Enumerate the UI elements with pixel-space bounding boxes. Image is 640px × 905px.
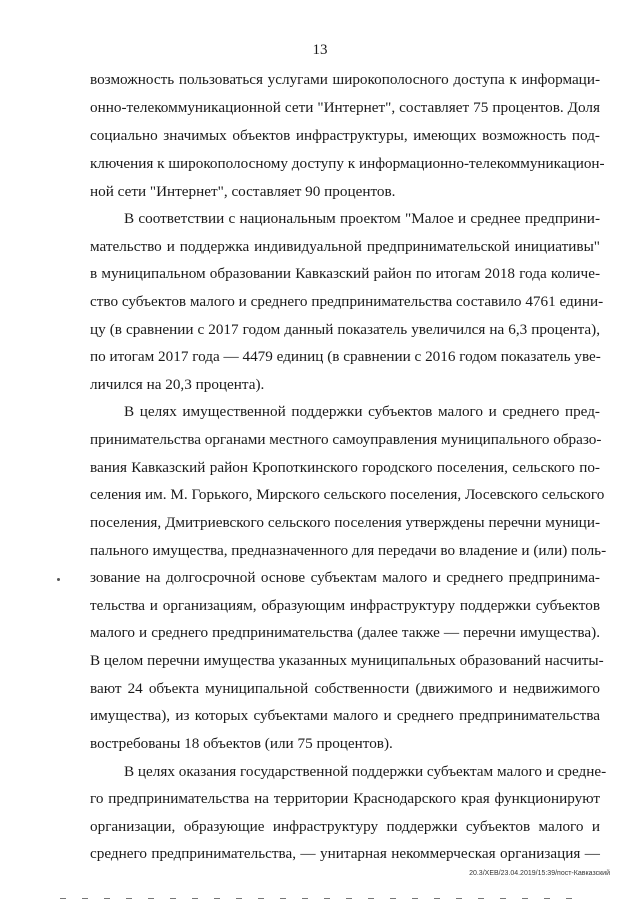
scan-speck (57, 578, 60, 581)
text-line: по итогам 2017 года — 4479 единиц (в сравнении с 2016 годом показатель уве- (90, 348, 601, 365)
text-line: возможность пользоваться услугами широкополосного доступа к информаци- (90, 71, 600, 88)
scan-edge-marks (60, 898, 580, 899)
text-line: В целом перечни имущества указанных муниципальных образований насчиты- (90, 652, 604, 669)
text-line: зование на долгосрочной основе субъектам малого и среднего предпринима- (90, 569, 600, 586)
text-line: В соответствии с национальным проектом "Малое и среднее предприни- (124, 210, 600, 227)
text-line: мательство и поддержка индивидуальной предпринимательской инициативы" (90, 238, 600, 255)
text-line: востребованы 18 объектов (или 75 процентов). (90, 735, 393, 752)
text-line: ной сети "Интернет", составляет 90 процентов. (90, 183, 396, 200)
text-line: личился на 20,3 процента). (90, 376, 265, 393)
text-line: в муниципальном образовании Кавказский район по итогам 2018 года количе- (90, 265, 600, 282)
text-line: го предпринимательства на территории Краснодарского края функционируют (90, 790, 600, 807)
text-line: селения им. М. Горького, Мирского сельского поселения, Лосевского сельского (90, 486, 605, 503)
text-line: В целях оказания государственной поддержки субъектам малого и средне- (124, 763, 607, 780)
text-line: онно-телекоммуникационной сети "Интернет", составляет 75 процентов. Доля (90, 99, 600, 116)
text-line: В целях имущественной поддержки субъектов малого и среднего пред- (124, 403, 600, 420)
text-line: цу (в сравнении с 2017 годом данный показатель увеличился на 6,3 процента), (90, 321, 600, 338)
text-line: имущества), из которых субъектами малого и среднего предпринимательства (90, 707, 600, 724)
text-line: ключения к широкополосному доступу к информационно-телекоммуникацион- (90, 155, 605, 172)
page-number: 13 (312, 42, 328, 58)
text-line: поселения, Дмитриевского сельского поселения утверждены перечни муници- (90, 514, 600, 531)
text-line: социально значимых объектов инфраструктуры, имеющих возможность под- (90, 127, 600, 144)
text-line: среднего предпринимательства, — унитарная некоммерческая организация — (90, 845, 600, 862)
footer-code: 20.3/ХЕВ/23.04.2019/15:39/пост-Кавказский (469, 870, 610, 877)
text-line: принимательства органами местного самоуправления муниципального образо- (90, 431, 602, 448)
text-line: вания Кавказский район Кропоткинского городского поселения, сельского по- (90, 459, 600, 476)
text-line: ство субъектов малого и среднего предпринимательства составило 4761 едини- (90, 293, 604, 310)
text-line: тельства и организациям, образующим инфраструктуру поддержки субъектов (90, 597, 600, 614)
text-line: организации, образующие инфраструктуру поддержки субъектов малого и (90, 818, 600, 835)
text-line: пального имущества, предназначенного для передачи во владение и (или) поль- (90, 542, 607, 559)
text-line: малого и среднего предпринимательства (далее также — перечни имущества). (90, 624, 600, 641)
text-line: вают 24 объекта муниципальной собственности (движимого и недвижимого (90, 680, 600, 697)
